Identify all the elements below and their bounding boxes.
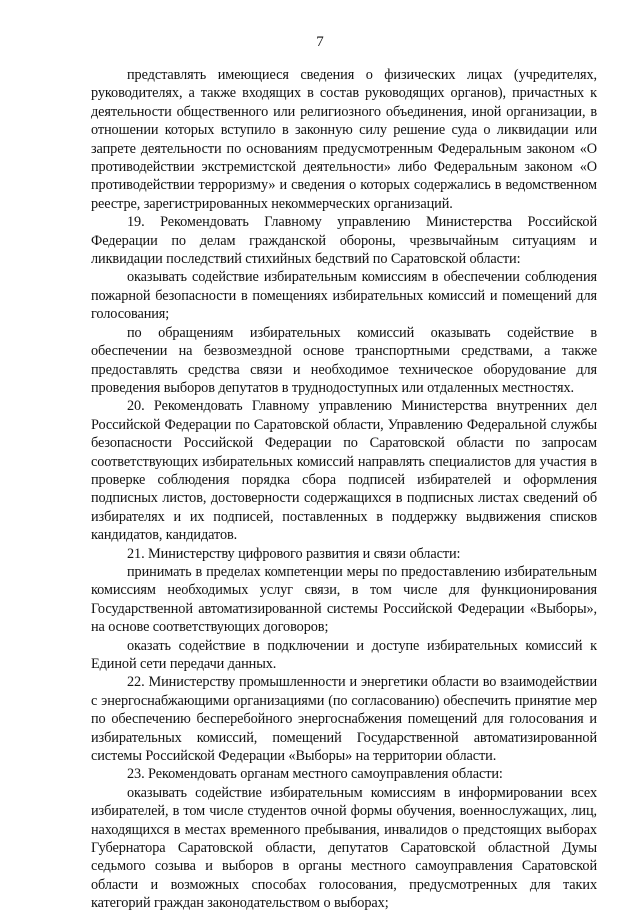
paragraph-item-20: 20. Рекомендовать Главному управлению Министерства внутренних дел Российской Федерации по Саратовской области, Управлению Федеральной службы безопасности Российской Федерации по Саратовской области по запросам соответствующих избирательных комиссий направлять специалистов для участия в проверке соблюдения порядка сбора подписей избирателей и оформления подписных листов, достоверности содержащихся в подписных листах сведений об избирателях и их подписей, поставленных в поддержку выдвижения списков кандидатов, кандидатов. xyxy=(91,398,597,544)
paragraph-item-19-fire-safety: оказывать содействие избирательным комиссиям в обеспечении соблюдения пожарной безопасности в помещениях избирательных комиссий и помещений для голосования; xyxy=(91,269,597,323)
paragraph-item-21-communications: принимать в пределах компетенции меры по предоставлению избирательным комиссиям необходимых услуг связи, в том числе для функционирования Государственной автоматизированной системы Российской Федерации «Выборы», на основе соответствующих договоров; xyxy=(91,563,597,636)
paragraph-item-23-informing: оказывать содействие избирательным комиссиям в информировании всех избирателей, в том числе студентов очной формы обучения, военнослужащих, лиц, находящихся в местах временного пребывания, инвалидов о предстоящих выборах Губернатора Саратовской области, депутатов Саратовской областной Думы седьмого созыва и выборов в органы местного самоуправления Саратовской области и возможных способах голосования, предусмотренных для таких категорий граждан законодательством о выборах; xyxy=(91,784,597,912)
page-number: 7 xyxy=(316,34,324,50)
paragraph-continuation: представлять имеющиеся сведения о физических лицах (учредителях, руководителях, а также входящих в состав руководящих органов), причастных к деятельности общественного или религиозного объединения, иной организации, в отношении которых вступило в законную силу решение суда о ликвидации или запрете деятельности по основаниям предусмотренным Федеральным законом «О противодействии экстремистской деятельности» либо Федеральным законом «О противодействии терроризму» и сведения о которых содержались в ведомственном реестре, зарегистрированных некоммерческих организаций. xyxy=(91,67,597,212)
paragraph-item-22: 22. Министерству промышленности и энергетики области во взаимодействии с энергоснабжающими организациями (по согласованию) обеспечить принятие мер по обеспечению бесперебойного энергоснабжения помещений для голосования и избирательных комиссий, помещений Государственной автоматизированной системы Российской Федерации «Выборы» на территории области. xyxy=(91,674,597,765)
paragraph-item-23: 23. Рекомендовать органам местного самоуправления области: xyxy=(127,766,503,783)
paragraph-item-19: 19. Рекомендовать Главному управлению Министерства Российской Федерации по делам гражданской обороны, чрезвычайным ситуациям и ликвидации последствий стихийных бедствий по Саратовской области: xyxy=(91,214,597,268)
paragraph-item-21-network: оказать содействие в подключении и доступе избирательных комиссий к Единой сети передачи данных. xyxy=(91,637,597,672)
paragraph-item-21: 21. Министерству цифрового развития и связи области: xyxy=(127,545,461,562)
paragraph-item-19-transport: по обращениям избирательных комиссий оказывать содействие в обеспечении на безвозмездной основе транспортными средствами, а также предоставлять средства связи и необходимое техническое оборудование для проведения выборов депутатов в труднодоступных или отдаленных местностях. xyxy=(91,324,597,396)
document-body xyxy=(91,66,597,913)
